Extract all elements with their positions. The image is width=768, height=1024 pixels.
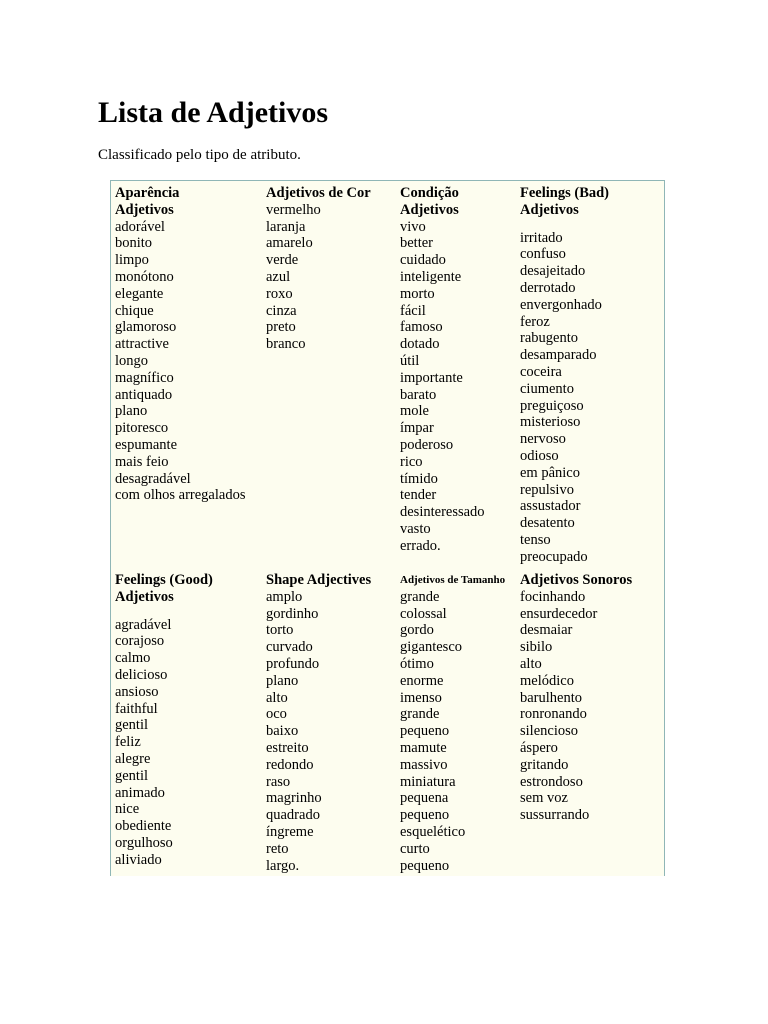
adjective-item: confuso (520, 246, 566, 263)
adjective-item: massivo (400, 756, 448, 773)
adjective-item: oco (266, 706, 287, 723)
category-sonoros (520, 572, 632, 824)
adjective-item: mole (400, 403, 429, 420)
adjective-item: magrinho (266, 790, 322, 807)
adjective-item: alto (266, 689, 288, 706)
adjective-item: pequeno (400, 857, 450, 874)
adjective-item: desagradável (115, 470, 191, 487)
category-aparencia (115, 185, 245, 504)
adjective-item: estrondoso (520, 773, 583, 790)
adjective-item: feroz (520, 313, 550, 330)
adjective-item: feliz (115, 734, 141, 751)
adjective-item: com olhos arregalados (115, 487, 246, 504)
adjective-item: better (400, 235, 434, 252)
adjective-item: poderoso (400, 436, 454, 453)
adjective-item: enorme (400, 672, 444, 689)
adjective-item: gordinho (266, 605, 319, 622)
adjective-item: sussurrando (520, 807, 590, 824)
adjective-item: grande (400, 706, 440, 723)
page-subtitle: Classificado pelo tipo de atributo. (98, 147, 301, 163)
adjective-item: glamoroso (115, 319, 177, 336)
adjective-item: pitoresco (115, 420, 169, 437)
adjective-item: plano (266, 672, 299, 689)
category-heading: Adjetivos (520, 201, 579, 218)
adjective-item: gigantesco (400, 639, 463, 656)
adjective-item: aliviado (115, 851, 162, 868)
adjective-item: repulsivo (520, 481, 574, 498)
category-feelings-bad (520, 185, 609, 566)
adjective-item: importante (400, 369, 463, 386)
adjective-item: branco (266, 336, 306, 353)
adjective-item: roxo (266, 285, 293, 302)
adjective-item: alto (520, 655, 542, 672)
adjective-item: estreito (266, 739, 309, 756)
adjective-item: agradável (115, 616, 172, 633)
adjective-item: delicioso (115, 666, 168, 683)
adjective-item: gentil (115, 717, 149, 734)
adjective-item: largo. (266, 857, 300, 874)
adjective-item: útil (400, 352, 420, 369)
adjective-item: amarelo (266, 235, 313, 252)
category-heading: Adjetivos (400, 201, 459, 218)
adjective-item: inteligente (400, 268, 462, 285)
adjective-item: em pânico (520, 464, 580, 481)
category-heading: Adjetivos de Cor (266, 185, 371, 201)
adjective-item: mamute (400, 739, 447, 756)
adjective-item: espumante (115, 436, 178, 453)
adjective-item: preto (266, 319, 296, 336)
adjective-item: reto (266, 840, 289, 857)
adjective-item: mais feio (115, 453, 169, 470)
adjective-item: vermelho (266, 201, 321, 218)
category-heading: Adjetivos de Tamanho (400, 574, 506, 586)
adjective-item: misterioso (520, 414, 581, 431)
adjective-item: orgulhoso (115, 834, 173, 851)
adjective-item: assustador (520, 498, 581, 515)
adjective-item: calmo (115, 650, 151, 667)
adjective-item: vasto (400, 520, 431, 537)
adjective-list (520, 589, 632, 824)
category-heading: Feelings (Good) (115, 572, 213, 588)
category-heading: Adjetivos (115, 588, 174, 605)
adjective-item: magnífico (115, 369, 174, 386)
adjective-item: verde (266, 252, 299, 269)
adjective-item: dotado (400, 336, 440, 353)
adjective-item: desajeitado (520, 263, 586, 280)
adjective-item: rabugento (520, 330, 578, 347)
adjective-item: derrotado (520, 279, 576, 296)
adjective-item: obediente (115, 818, 172, 835)
adjective-item: ansioso (115, 683, 159, 700)
adjective-item: imenso (400, 689, 442, 706)
adjective-item: torto (266, 622, 294, 639)
adjective-item: errado. (400, 537, 441, 554)
category-heading: Adjetivos Sonoros (520, 572, 633, 588)
adjective-item: preguiçoso (520, 397, 584, 414)
adjective-item: ótimo (400, 655, 434, 672)
adjective-item: íngreme (266, 823, 314, 840)
category-heading: Adjetivos (115, 201, 174, 218)
category-cor (266, 185, 371, 353)
adjective-item: raso (266, 773, 291, 790)
adjective-item: pequena (400, 790, 449, 807)
category-feelings-good (115, 572, 213, 869)
adjective-item: corajoso (115, 633, 165, 650)
adjective-list (115, 219, 245, 505)
adjective-item: laranja (266, 218, 306, 235)
category-heading: Condição (400, 185, 459, 201)
adjective-item: longo (115, 352, 149, 369)
adjective-item: cuidado (400, 252, 446, 269)
adjective-item: desmaiar (520, 622, 573, 639)
adjective-item: colossal (400, 605, 447, 622)
adjective-item: limpo (115, 252, 149, 269)
adjective-item: pequeno (400, 807, 450, 824)
adjective-item: profundo (266, 655, 320, 672)
adjective-item: curvado (266, 639, 313, 656)
category-heading: Shape Adjectives (266, 572, 372, 588)
adjective-item: baixo (266, 723, 299, 740)
adjective-item: tender (400, 487, 437, 504)
adjective-item: barulhento (520, 689, 583, 706)
adjective-item: desamparado (520, 347, 597, 364)
page-title: Lista de Adjetivos (98, 96, 329, 129)
adjective-item: melódico (520, 672, 574, 689)
adjective-item: pequeno (400, 723, 450, 740)
adjective-item: silencioso (520, 723, 578, 740)
category-condicao (400, 185, 485, 555)
adjective-item: chique (115, 302, 154, 319)
category-shape (266, 572, 371, 874)
adjective-item: miniatura (400, 773, 456, 790)
adjective-item: ensurdecedor (520, 605, 598, 622)
adjective-item: redondo (266, 756, 314, 773)
adjective-item: vivo (400, 218, 426, 235)
adjective-item: quadrado (266, 807, 320, 824)
adjective-item: envergonhado (520, 296, 602, 313)
adjective-item: irritado (520, 229, 563, 246)
adjective-item: esquelético (400, 823, 466, 840)
adjective-item: plano (115, 403, 148, 420)
adjective-list (400, 589, 505, 875)
adjective-item: preocupado (520, 548, 588, 565)
adjective-item: monótono (115, 268, 174, 285)
adjective-item: adorável (115, 218, 165, 235)
adjective-item: gritando (520, 756, 569, 773)
category-tamanho (400, 572, 505, 874)
adjective-list (400, 219, 485, 555)
adjective-item: ronronando (520, 706, 587, 723)
adjective-list (520, 230, 609, 566)
adjective-item: sibilo (520, 639, 553, 656)
adjective-item: áspero (520, 739, 558, 756)
adjective-item: sem voz (520, 790, 568, 807)
adjective-item: tímido (400, 470, 438, 487)
adjective-item: ímpar (400, 420, 434, 437)
adjective-item: ciumento (520, 380, 574, 397)
adjective-list (115, 617, 213, 869)
adjective-item: cinza (266, 302, 297, 319)
adjective-item: desatento (520, 515, 575, 532)
adjective-item: animado (115, 784, 165, 801)
adjective-item: focinhando (520, 588, 586, 605)
adjective-item: azul (266, 268, 291, 285)
adjective-item: tenso (520, 531, 551, 548)
adjective-item: amplo (266, 588, 303, 605)
adjective-item: morto (400, 285, 435, 302)
adjective-item: odioso (520, 447, 559, 464)
adjective-item: attractive (115, 336, 169, 353)
adjective-item: barato (400, 386, 437, 403)
adjective-item: gentil (115, 767, 149, 784)
adjective-item: faithful (115, 700, 158, 717)
adjective-item: desinteressado (400, 504, 485, 521)
adjective-item: famoso (400, 319, 443, 336)
adjective-item: nice (115, 801, 140, 818)
adjective-item: gordo (400, 622, 434, 639)
adjective-item: grande (400, 588, 440, 605)
adjective-item: elegante (115, 285, 164, 302)
category-heading: Feelings (Bad) (520, 185, 610, 201)
adjective-item: alegre (115, 750, 151, 767)
adjective-table (110, 180, 665, 876)
adjective-item: fácil (400, 302, 426, 319)
adjective-item: bonito (115, 235, 153, 252)
adjective-item: nervoso (520, 431, 566, 448)
adjective-item: antiquado (115, 386, 173, 403)
adjective-item: coceira (520, 363, 562, 380)
category-heading: Aparência (115, 185, 180, 201)
adjective-item: rico (400, 453, 423, 470)
adjective-list (266, 202, 371, 353)
adjective-list (266, 589, 371, 875)
adjective-item: curto (400, 840, 430, 857)
